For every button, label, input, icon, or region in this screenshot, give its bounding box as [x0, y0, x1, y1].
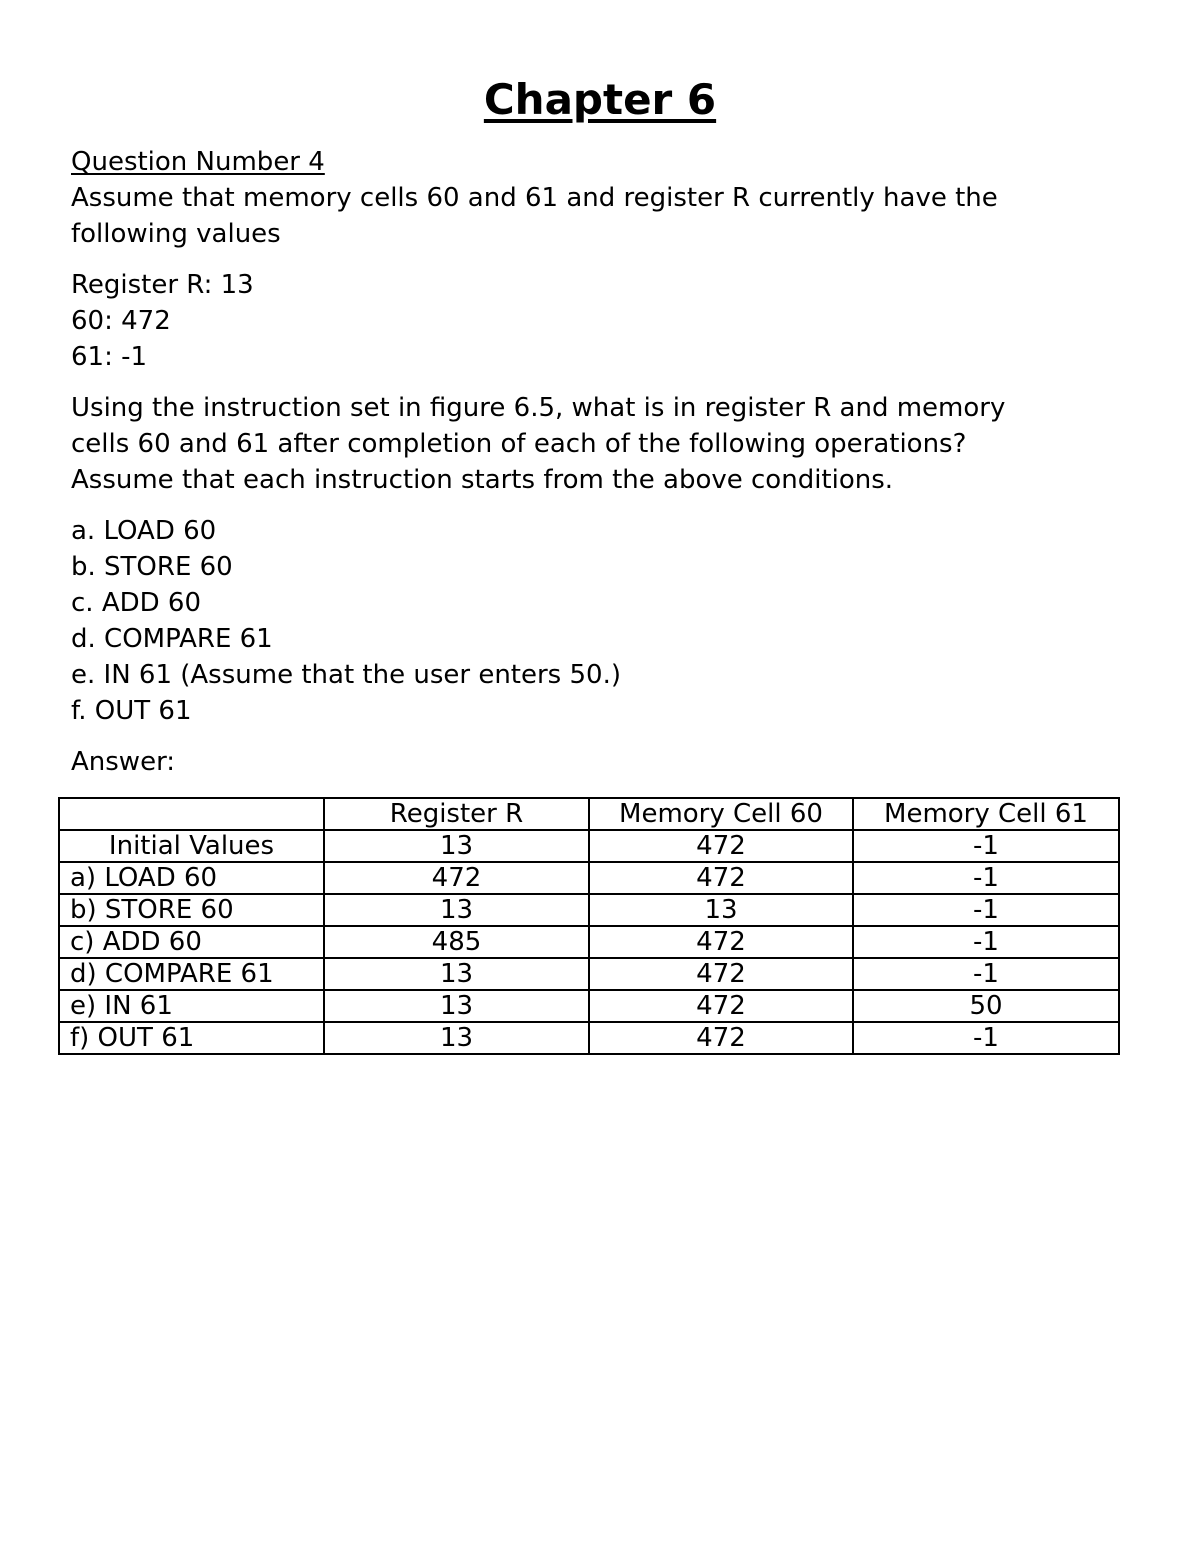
cell-60-value: 472 — [589, 958, 853, 990]
page-title: Chapter 6 — [483, 75, 717, 124]
prompt-line-3: Assume that each instruction starts from the above conditions. — [71, 465, 894, 495]
cell-61-value: 50 — [853, 990, 1119, 1022]
table-row — [59, 926, 1119, 958]
cell-60-value: 472 — [589, 830, 853, 862]
header-cell — [59, 798, 324, 830]
cell-61-value: -1 — [853, 958, 1119, 990]
question-number: Question Number 4 — [71, 147, 325, 177]
register-r-value: 13 — [324, 1022, 589, 1054]
operation-item: a. LOAD 60 — [71, 516, 217, 546]
operation-item: b. STORE 60 — [71, 552, 233, 582]
table-row — [59, 862, 1119, 894]
table-row — [59, 830, 1119, 862]
register-r-value: 13 — [324, 830, 589, 862]
header-cell: Memory Cell 60 — [589, 798, 853, 830]
table-row — [59, 894, 1119, 926]
intro-text-line-2: following values — [71, 219, 281, 249]
row-label: f) OUT 61 — [59, 1022, 324, 1054]
operation-item: c. ADD 60 — [71, 588, 201, 618]
table-row — [59, 958, 1119, 990]
header-cell: Memory Cell 61 — [853, 798, 1119, 830]
operation-item: e. IN 61 (Assume that the user enters 50.) — [71, 660, 621, 690]
row-label: b) STORE 60 — [59, 894, 324, 926]
row-label: c) ADD 60 — [59, 926, 324, 958]
header-cell: Register R — [324, 798, 589, 830]
answer-label: Answer: — [71, 747, 176, 777]
register-r-value: 13 — [324, 958, 589, 990]
cell-60-value: 472 — [589, 1022, 853, 1054]
row-label: a) LOAD 60 — [59, 862, 324, 894]
operation-item: f. OUT 61 — [71, 696, 192, 726]
register-r-value: 485 — [324, 926, 589, 958]
row-label: d) COMPARE 61 — [59, 958, 324, 990]
cell-61-value: -1 — [853, 926, 1119, 958]
cell-60-value: 472 — [589, 926, 853, 958]
prompt-line-1: Using the instruction set in figure 6.5, what is in register R and memory — [71, 393, 1006, 423]
initial-value-cell-61: 61: -1 — [71, 342, 148, 372]
table-row — [59, 1022, 1119, 1054]
cell-60-value: 472 — [589, 862, 853, 894]
cell-61-value: -1 — [853, 862, 1119, 894]
answer-table — [58, 797, 1120, 1055]
cell-60-value: 472 — [589, 990, 853, 1022]
cell-61-value: -1 — [853, 830, 1119, 862]
initial-value-register: Register R: 13 — [71, 270, 254, 300]
prompt-line-2: cells 60 and 61 after completion of each of the following operations? — [71, 429, 967, 459]
cell-61-value: -1 — [853, 1022, 1119, 1054]
row-label: Initial Values — [59, 830, 324, 862]
cell-61-value: -1 — [853, 894, 1119, 926]
register-r-value: 472 — [324, 862, 589, 894]
table-row — [59, 990, 1119, 1022]
register-r-value: 13 — [324, 894, 589, 926]
row-label: e) IN 61 — [59, 990, 324, 1022]
intro-text-line-1: Assume that memory cells 60 and 61 and register R currently have the — [71, 183, 998, 213]
operation-item: d. COMPARE 61 — [71, 624, 273, 654]
initial-value-cell-60: 60: 472 — [71, 306, 171, 336]
register-r-value: 13 — [324, 990, 589, 1022]
question-body — [71, 144, 1131, 780]
cell-60-value: 13 — [589, 894, 853, 926]
table-header-row — [59, 798, 1119, 830]
